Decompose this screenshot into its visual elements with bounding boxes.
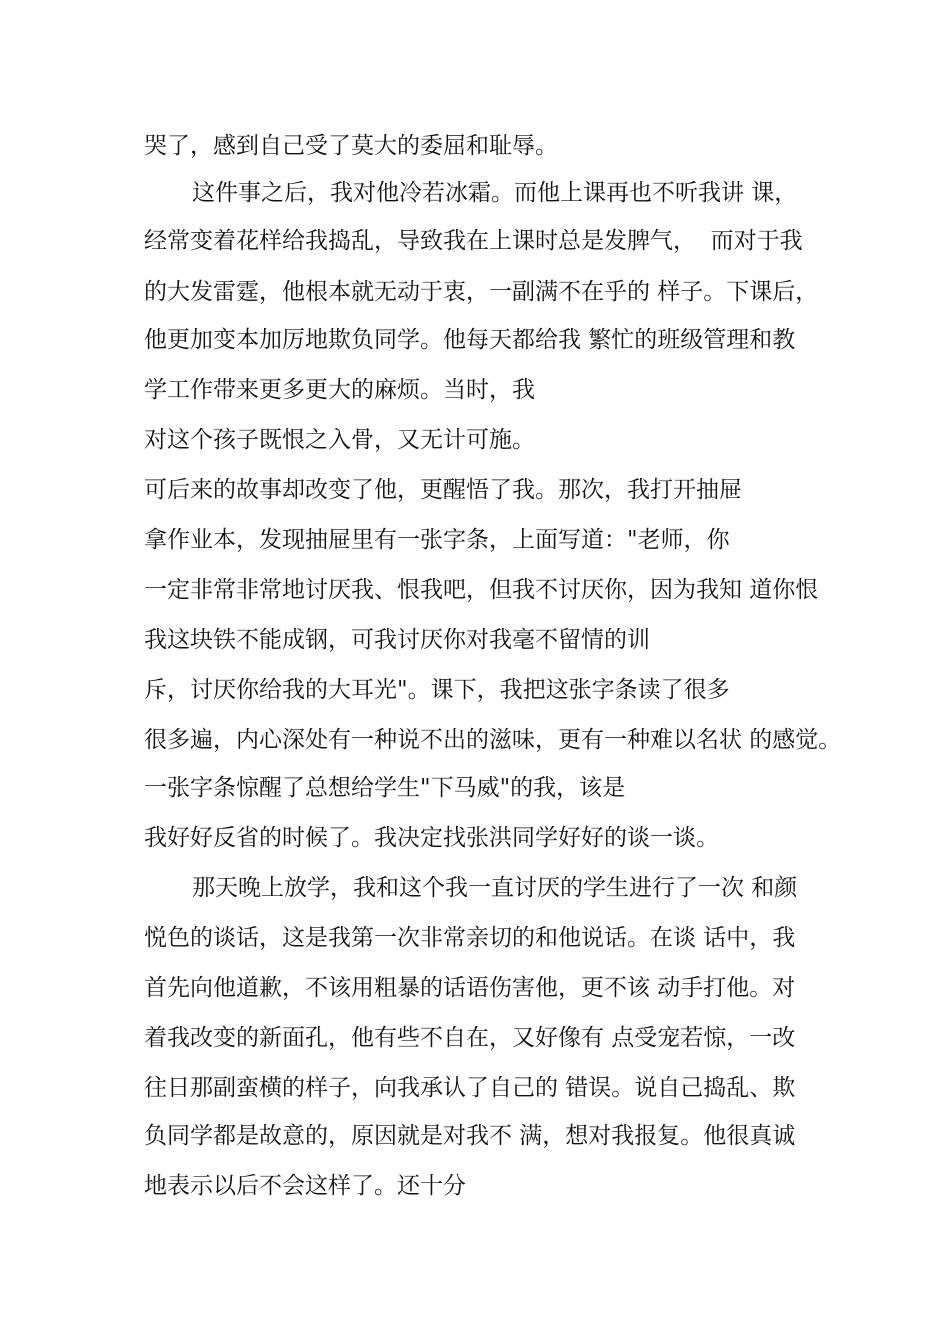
text-line: 着我改变的新面孔，他有些不自在，又好像有 点受宠若惊，一改: [144, 1025, 796, 1051]
text-line: 我这块铁不能成钢，可我讨厌你对我毫不留情的训: [144, 627, 650, 653]
text-line: 斥，讨厌你给我的大耳光"。课下，我把这张字条读了很多: [144, 677, 730, 703]
text-line: 悦色的谈话，这是我第一次非常亲切的和他说话。在谈 话中，我: [144, 925, 796, 951]
text-line: 首先向他道歉，不该用粗暴的话语伤害他，更不该 动手打他。对: [144, 975, 796, 1001]
text-line: 一张字条惊醒了总想给学生"下马威"的我，该是: [144, 775, 626, 801]
text-line: 他更加变本加厉地欺负同学。他每天都给我 繁忙的班级管理和教: [144, 327, 796, 353]
text-line: 很多遍，内心深处有一种说不出的滋味，更有一种难以名状 的感觉。: [144, 727, 842, 753]
text-line: 地表示以后不会这样了。还十分: [144, 1173, 466, 1199]
text-line: 经常变着花样给我捣乱，导致我在上课时总是发脾气， 而对于我: [144, 228, 803, 254]
text-line: 学工作带来更多更大的麻烦。当时，我: [144, 377, 535, 403]
text-line: 往日那副蛮横的样子，向我承认了自己的 错误。说自己捣乱、欺: [144, 1075, 796, 1101]
text-line: 拿作业本，发现抽屉里有一张字条，上面写道："老师，你: [144, 527, 730, 553]
text-line: 那天晚上放学，我和这个我一直讨厌的学生进行了一次 和颜: [192, 875, 798, 901]
text-line: 一定非常非常地讨厌我、恨我吧，但我不讨厌你，因为我知 道你恨: [144, 577, 819, 603]
text-line: 这件事之后，我对他冷若冰霜。而他上课再也不听我讲 课，: [192, 180, 798, 206]
text-line: 对这个孩子既恨之入骨，又无计可施。: [144, 427, 535, 453]
text-line: 哭了，感到自己受了莫大的委屈和耻辱。: [144, 133, 558, 159]
text-line: 我好好反省的时候了。我决定找张洪同学好好的谈一谈。: [144, 825, 719, 851]
text-line: 可后来的故事却改变了他，更醒悟了我。那次，我打开抽屉: [144, 477, 742, 503]
text-line: 负同学都是故意的，原因就是对我不 满，想对我报复。他很真诚: [144, 1123, 796, 1149]
text-line: 的大发雷霆，他根本就无动于衷，一副满不在乎的 样子。下课后，: [144, 279, 819, 305]
